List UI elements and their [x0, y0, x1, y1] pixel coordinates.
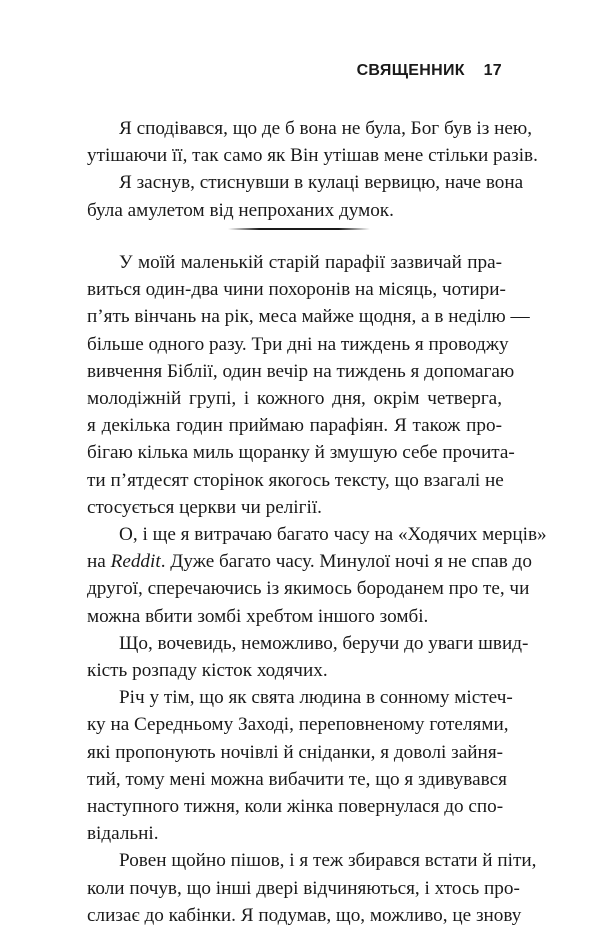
text-line: коли почув, що інші двері відчиняються, і хтось про- [87, 877, 520, 899]
text-line: була амулетом від непроханих думок. [87, 199, 394, 221]
text-line: наступного тижня, коли жінка повернулася до спо- [87, 796, 504, 818]
text-line: ти п’ятдесят сторінок якогось тексту, що взагалі не [87, 469, 504, 491]
text-fragment: . Дуже багато часу. Минулої ночі я не спав до [160, 551, 532, 573]
text-line: тий, тому мені можна вибачити те, що я здивувався [87, 768, 507, 790]
text-line: які пропонують ночівлі й сніданки, я доволі зайня- [87, 741, 504, 763]
paragraph [87, 630, 529, 684]
text-block-main [87, 249, 547, 929]
text-line: стосується церкви чи релігії. [87, 496, 322, 518]
text-line: бігаю кілька миль щоранку й змушую себе прочита- [87, 442, 515, 464]
text-line: кість розпаду кісток ходячих. [87, 660, 328, 682]
text-line: ку на Середньому Заході, переповненому готелями, [87, 714, 509, 736]
paragraph [87, 847, 537, 929]
text-line: виться один-два чини похоронів на місяць, чотири- [87, 279, 506, 301]
page-number: 17 [483, 62, 502, 79]
section-divider [228, 228, 370, 230]
text-line: я декілька годин приймаю парафіян. Я також про- [87, 415, 502, 437]
text-line: Я заснув, стиснувши в кулаці вервицю, наче вона [119, 172, 524, 194]
text-line: молодіжній групі, і кожного дня, окрім четверга, [87, 388, 502, 410]
text-line: О, і ще я витрачаю багато часу на «Ходячих мерців» [119, 524, 547, 546]
running-head [357, 62, 502, 80]
paragraph [87, 249, 530, 521]
text-line: другої, сперечаючись із якимось бороданем про те, чи [87, 578, 530, 600]
text-line: можна вбити зомбі хребтом іншого зомбі. [87, 605, 429, 627]
running-head-title: СВЯЩЕННИК [356, 62, 465, 79]
text-line: відальні. [87, 823, 159, 845]
paragraph [87, 115, 538, 169]
text-line [87, 548, 532, 575]
text-line: Я сподівався, що де б вона не була, Бог був із нею, [119, 118, 533, 139]
paragraph [87, 521, 547, 630]
paragraph [87, 684, 513, 847]
text-line: Що, вочевидь, неможливо, беручи до уваги швид- [119, 632, 529, 654]
text-line: більше одного разу. Три дні на тиждень я проводжу [87, 333, 509, 355]
text-line: У моїй маленькій старій парафії зазвичай пра- [119, 252, 502, 273]
text-line: п’ять вінчань на рік, меса майже щодня, а в неділю — [87, 306, 530, 328]
text-block-top [87, 115, 538, 224]
text-fragment: на [87, 551, 111, 573]
paragraph [87, 169, 524, 223]
text-line: вивчення Біблії, один вечір на тиждень я допомагаю [87, 360, 515, 382]
text-line: слизає до кабінки. Я подумав, що, можливо, це знову [87, 904, 522, 926]
text-line: Річ у тім, що як свята людина в сонному містеч- [119, 687, 513, 709]
text-line: утішаючи її, так само як Він утішав мене стільки разів. [87, 145, 538, 167]
italic-title: Reddit [110, 551, 161, 573]
text-line: Ровен щойно пішов, і я теж збирався встати й піти, [119, 850, 537, 872]
